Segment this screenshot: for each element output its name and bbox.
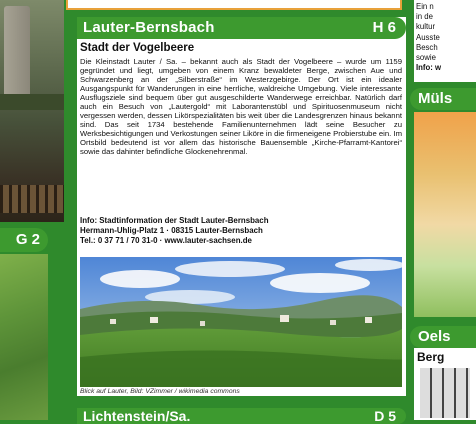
right-photo-flowers — [414, 112, 476, 317]
map-grid-code: H 6 — [372, 19, 396, 36]
right-section-bar-1 — [410, 88, 476, 110]
phone-web-line: Tel.: 0 37 71 / 70 31-0 · www.lauter-sachsen.de — [80, 236, 252, 245]
fence-shape — [0, 185, 64, 213]
next-map-grid-code: D 5 — [374, 408, 396, 424]
text-line: Besch — [416, 42, 438, 52]
right-section-title-1: Müls — [418, 90, 453, 107]
text-line: Info: w — [416, 63, 442, 73]
right-article-text — [416, 2, 441, 73]
next-article-header — [77, 408, 406, 424]
right-article-fragment-2 — [414, 348, 476, 420]
info-line: Info: Stadtinformation der Stadt Lauter-Bernsbach — [80, 216, 269, 225]
town-landscape-photo — [80, 257, 402, 387]
article-title: Lauter-Bernsbach — [83, 19, 215, 36]
right-section-title-2: Oels — [418, 328, 451, 345]
contact-info — [80, 216, 402, 246]
text-line: kultur — [416, 22, 436, 32]
left-photo-meadow — [0, 254, 48, 420]
next-article-title: Lichtenstein/Sa. — [83, 408, 191, 424]
window-photo — [420, 368, 470, 418]
left-section-code: G 2 — [15, 231, 40, 248]
article-subtitle: Stadt der Vogelbeere — [80, 42, 195, 54]
text-line: in de — [416, 12, 433, 22]
roof-shape — [0, 94, 64, 110]
article-body: Die Kleinstadt Lauter / Sa. – bekannt auch als Stadt der Vogelbeere – wurde um 1159 gegründet und liegt, umgeben von einem Kranz bewaldeter Berge, zwischen Aue und Schwarzenberg an der „Silberstraße“ im Westerzgebirge. Der Ort ist ein idealer Ausgangspunkt für Wanderungen in eine herrliche, waldreiche Umgebung. Viele interessante Ausflugsziele sind bequem über gut ausgeschilderte Wanderwege erreichbar. Natürlich darf auch ein Besuch von „Lautergold“ mit Laborantenstübl und Spirituosenmuseum nicht vergessen werden, dessen Likörspezialitäten bis weit über die Landesgrenzen hinaus bekannt sind. Das seit 1734 bestehende Familienunternehmen lädt seine Besucher zu Werksbesichtigungen und Verkostungen seiner Liköre in die firmeneigene Probierstube ein. Im Ortsbild bedeutend ist vor allem das historische Bauensemble „Kirche-Pfarramt-Kantorei“ sowie das dahinter befindliche Glockenehrenmal. — [80, 57, 402, 157]
tower-shape — [4, 6, 30, 96]
right-article-fragment — [414, 0, 476, 82]
text-line: Ein n — [416, 2, 434, 11]
address-line: Hermann-Uhlig-Platz 1 · 08315 Lauter-Bernsbach — [80, 226, 263, 235]
article-header — [77, 17, 406, 39]
right-section-bar-2 — [410, 326, 476, 348]
text-line: sowie — [416, 53, 436, 63]
left-photo-castle — [0, 0, 64, 222]
previous-card-edge — [66, 0, 402, 10]
left-section-bar — [0, 228, 48, 252]
right-subtitle: Berg — [417, 350, 445, 364]
photo-caption: Blick auf Lauter, Bild: VZimmer / wikimedia commons — [80, 388, 240, 395]
text-line: Ausste — [416, 32, 440, 42]
